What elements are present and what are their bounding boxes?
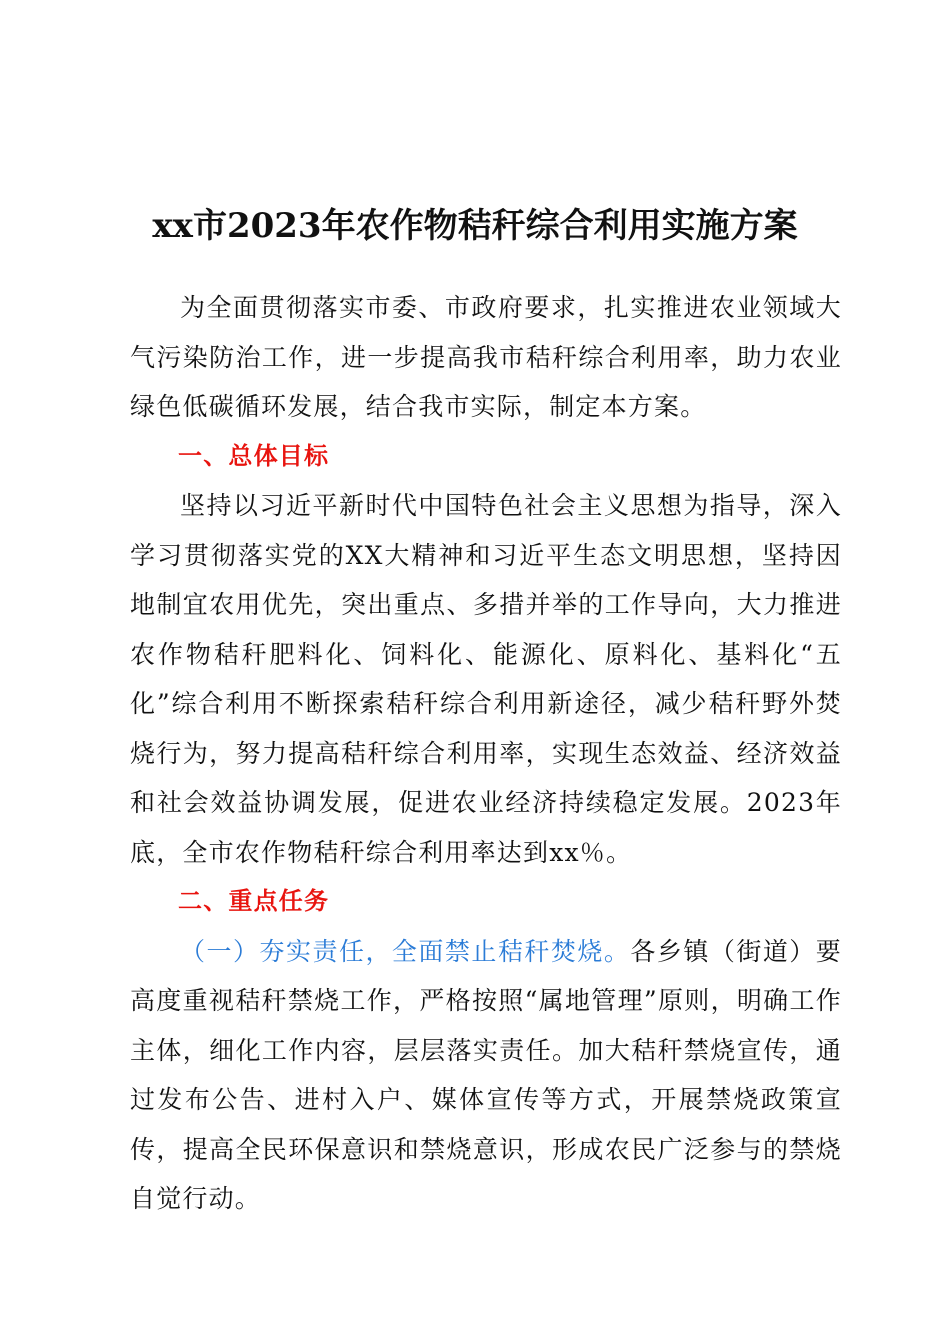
- key-task-1-lead: （一）夯实责任，全面禁止秸秆焚烧。: [180, 936, 631, 966]
- section-heading-key-tasks: 二、重点任务: [178, 887, 330, 915]
- section-heading-overall-goal: 一、总体目标: [178, 441, 330, 470]
- key-task-1-text: 各乡镇（街道）要高度重视秸秆禁烧工作，严格按照“属地管理”原则，明确工作主体，细化工作内容，层层落实责任。加大秸秆禁烧宣传，通过发布公告、进村入户、媒体宣传等方式，开展禁烧政策宣传，提高全民环保意识和禁烧意识，形成农民广泛参与的禁烧自觉行动。: [130, 936, 842, 1213]
- overall-goal-paragraph: 坚持以习近平新时代中国特色社会主义思想为指导，深入学习贯彻落实党的XX大精神和习近平生态文明思想，坚持因地制宜农用优先，突出重点、多措并举的工作导向，大力推进农作物秸秆肥料化、饲料化、能源化、原料化、基料化“五化”综合利用不断探索秸秆综合利用新途径，减少秸秆野外焚烧行为，努力提高秸秆综合利用率，实现生态效益、经济效益和社会效益协调发展，促进农业经济持续稳定发展。2023年底，全市农作物秸秆综合利用率达到xx％。: [130, 491, 842, 867]
- document-body: [130, 283, 842, 1224]
- key-task-1-paragraph: [130, 927, 842, 1224]
- document-title: xx市2023年农作物秸秆综合利用实施方案: [152, 206, 798, 246]
- intro-paragraph: 为全面贯彻落实市委、市政府要求，扎实推进农业领域大气污染防治工作，进一步提高我市秸秆综合利用率，助力农业绿色低碳循环发展，结合我市实际，制定本方案。: [130, 293, 842, 421]
